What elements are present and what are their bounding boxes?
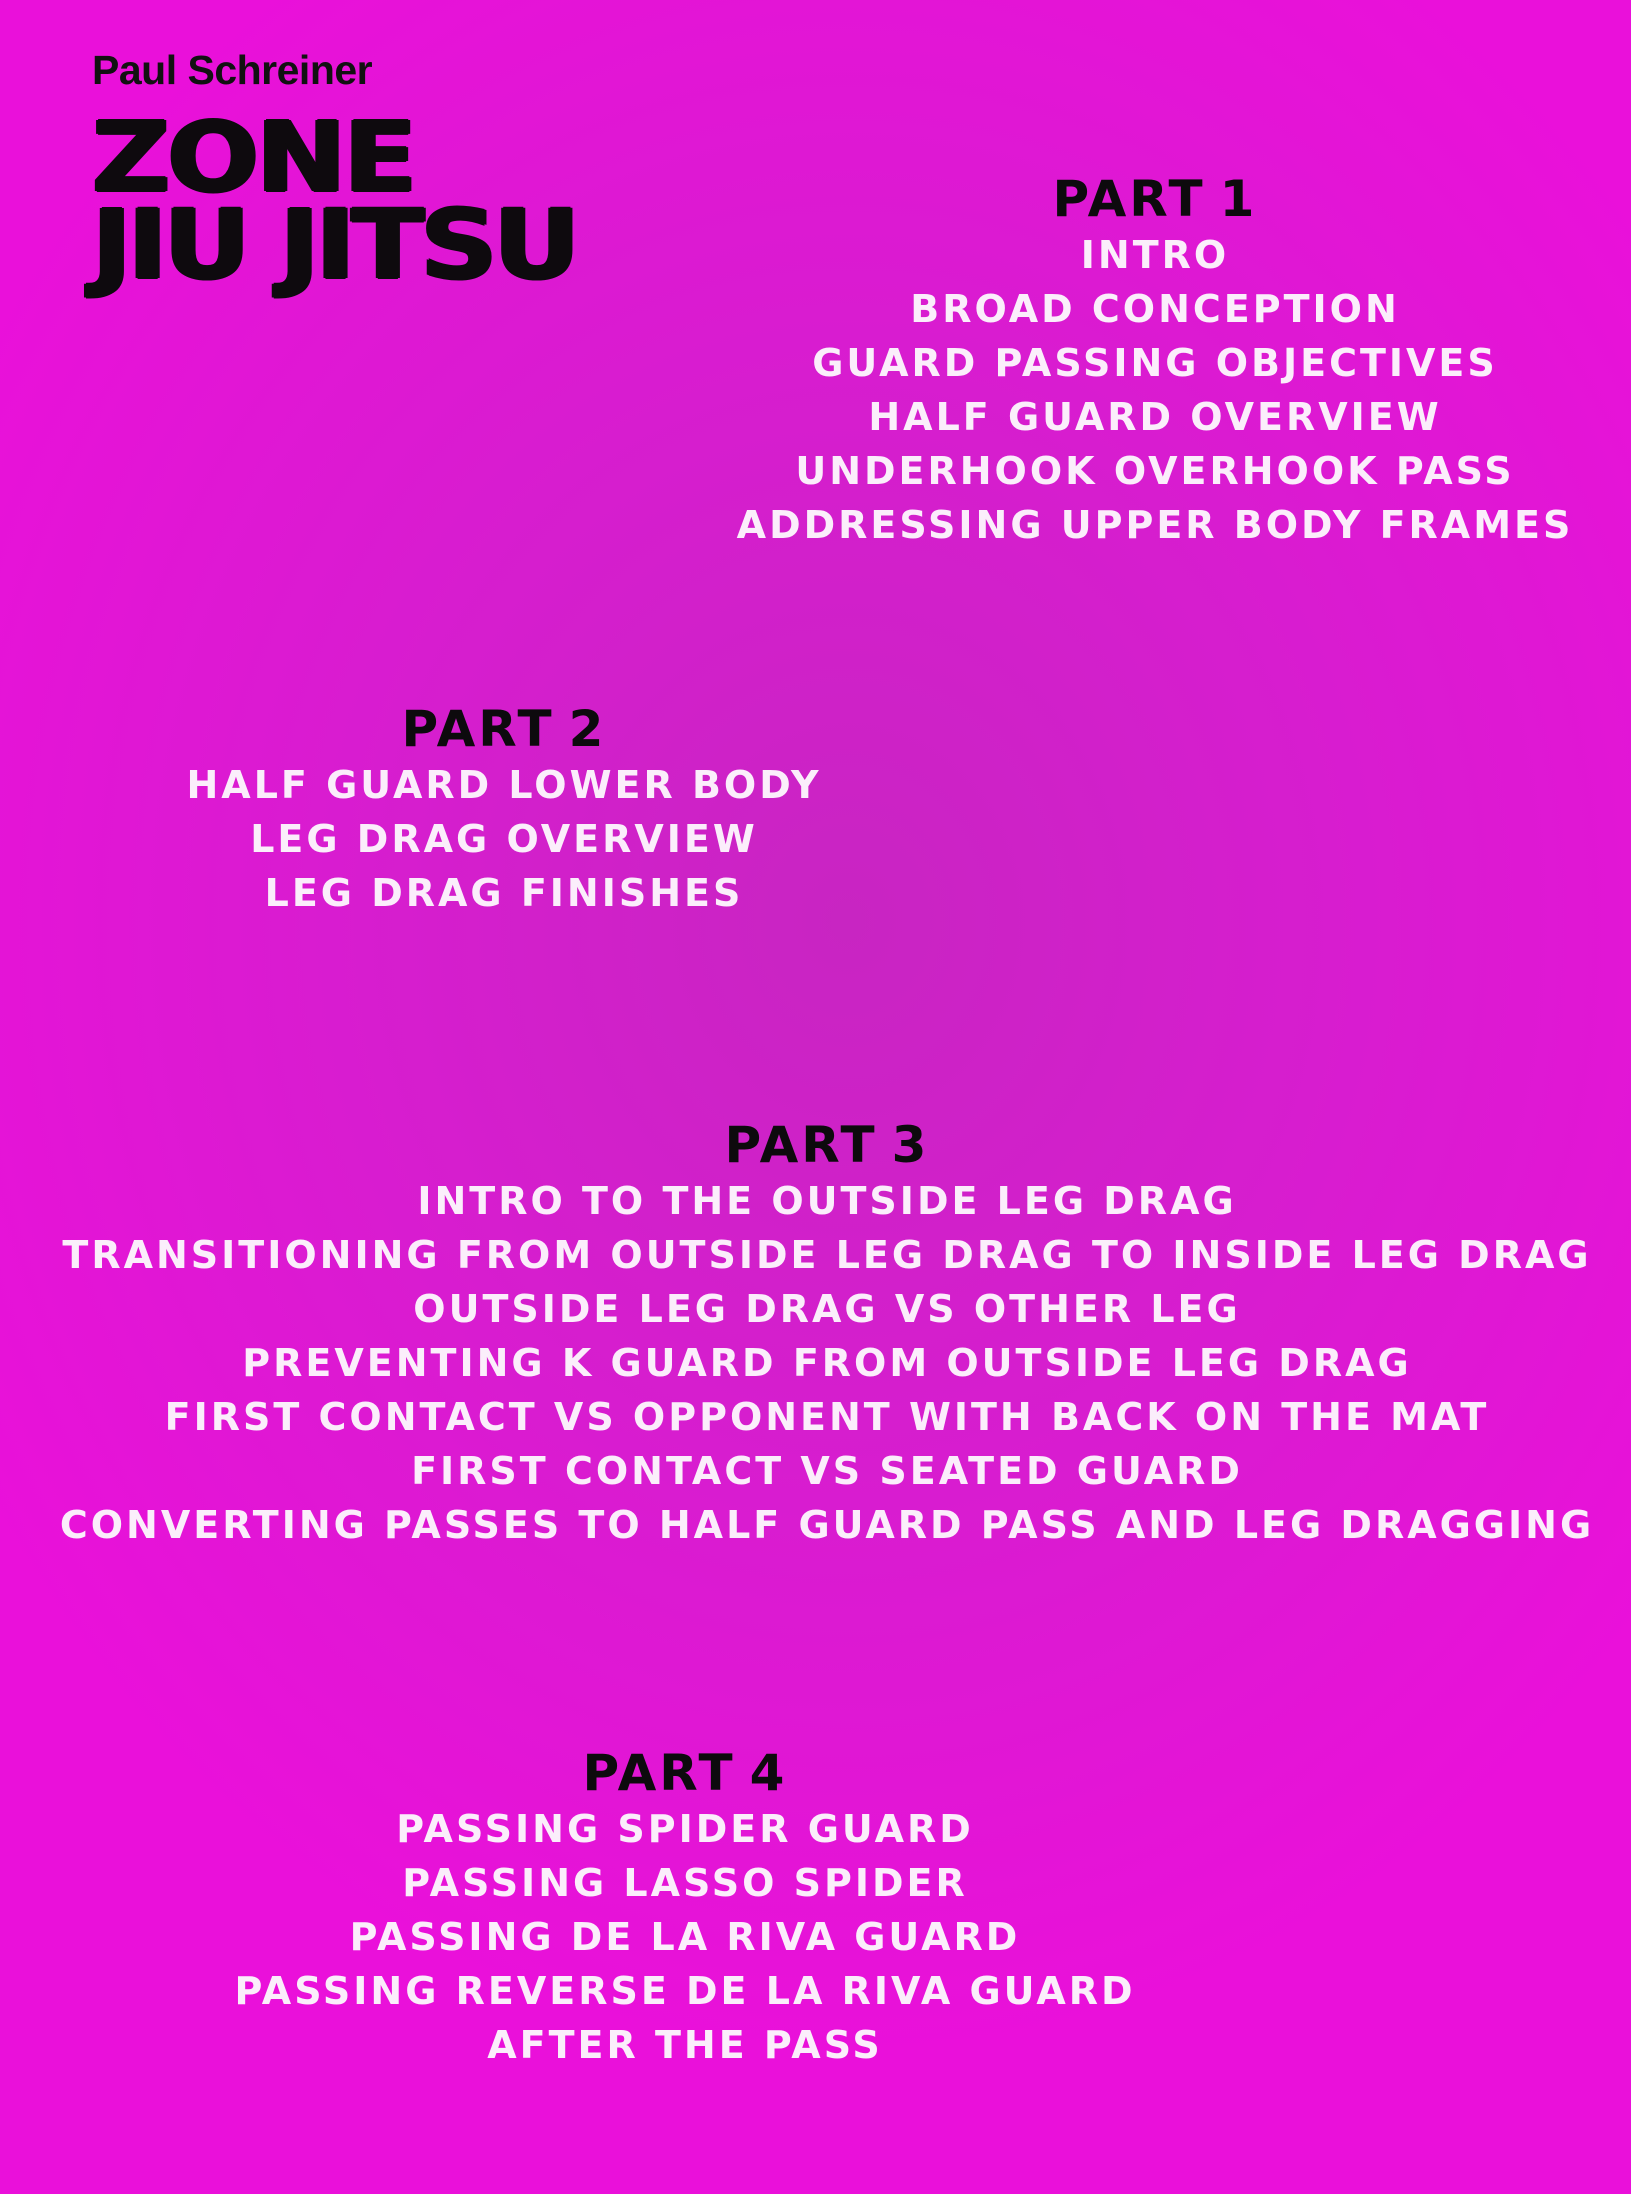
part-heading-number: 3 (891, 1116, 930, 1174)
part-3-section (60, 1116, 1594, 1552)
chapter-item: INTRO TO THE OUTSIDE LEG DRAG (417, 1179, 1237, 1223)
chapter-item: FIRST CONTACT VS OPPONENT WITH BACK ON THE MAT (164, 1395, 1490, 1439)
chapter-item: OUTSIDE LEG DRAG VS OTHER LEG (413, 1287, 1241, 1331)
chapter-item: CONVERTING PASSES TO HALF GUARD PASS AND LEG DRAGGING (59, 1503, 1595, 1547)
chapter-item: FIRST CONTACT VS SEATED GUARD (411, 1449, 1243, 1493)
part-heading-label: PART (1052, 170, 1206, 228)
part-heading-number: 4 (749, 1744, 788, 1802)
part-heading-label: PART (582, 1744, 736, 1802)
part-heading-label: PART (401, 700, 555, 758)
part-4-section (234, 1744, 1135, 2072)
part-1-heading (737, 170, 1574, 228)
author-name: Paul Schreiner (92, 47, 373, 93)
chapter-item: HALF GUARD LOWER BODY (186, 763, 822, 807)
chapter-item: PASSING LASSO SPIDER (402, 1861, 968, 1905)
title-line-2: JIU JITSU (92, 189, 577, 302)
part-heading-number: 2 (568, 700, 607, 758)
part-2-section (186, 700, 821, 920)
chapter-item: AFTER THE PASS (487, 2023, 883, 2067)
chapter-item: PASSING DE LA RIVA GUARD (349, 1915, 1021, 1959)
chapter-item: TRANSITIONING FROM OUTSIDE LEG DRAG TO INSIDE LEG DRAG (62, 1233, 1592, 1277)
part-1-section (737, 170, 1574, 552)
chapter-item: GUARD PASSING OBJECTIVES (812, 341, 1498, 385)
chapter-item: LEG DRAG FINISHES (264, 871, 744, 915)
chapter-item: BROAD CONCEPTION (910, 287, 1400, 331)
part-heading-number: 1 (1219, 170, 1258, 228)
part-4-heading (234, 1744, 1135, 1802)
title-line-1: ZONE (92, 101, 415, 215)
chapter-item: ADDRESSING UPPER BODY FRAMES (736, 503, 1574, 547)
chapter-item: INTRO (1080, 233, 1230, 277)
chapter-item: LEG DRAG OVERVIEW (250, 817, 758, 861)
chapter-item: UNDERHOOK OVERHOOK PASS (795, 449, 1515, 493)
part-heading-label: PART (724, 1116, 878, 1174)
chapter-item: PASSING SPIDER GUARD (396, 1807, 974, 1851)
chapter-item: PREVENTING K GUARD FROM OUTSIDE LEG DRAG (242, 1341, 1412, 1385)
chapter-item: HALF GUARD OVERVIEW (868, 395, 1442, 439)
part-2-heading (186, 700, 821, 758)
part-3-heading (60, 1116, 1594, 1174)
chapter-item: PASSING REVERSE DE LA RIVA GUARD (234, 1969, 1136, 2013)
